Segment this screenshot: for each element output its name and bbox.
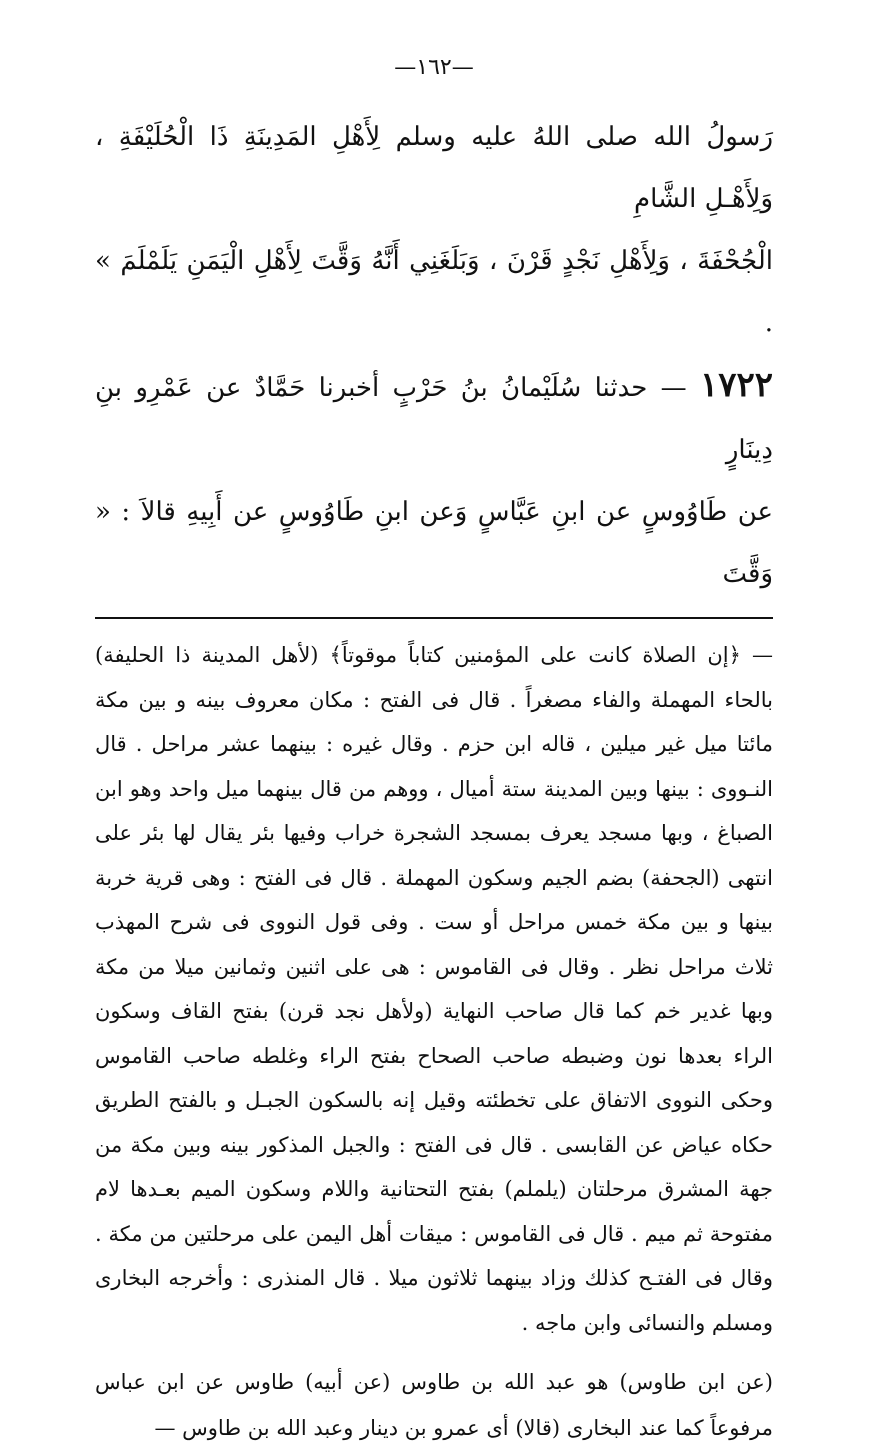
footnote-divider <box>95 617 773 619</box>
hadith-line: رَسولُ الله صلى اللهُ عليه وسلم لِأَهْلِ المَدِينَةِ ذَا الْحُلَيْفَةِ ، وَلِأَهْـلِ الشَّامِ <box>95 122 773 214</box>
hadith-number: ١٧٢٢ <box>699 365 774 405</box>
hadith-text <box>95 106 773 605</box>
hadith-line: الْجُحْفَةَ ، وَلِأَهْلِ نَجْدٍ قَرْنَ ، وَبَلَغَنِي أَنَّهُ وَقَّتَ لِأَهْلِ الْيَمَنِ يَلَمْلَمَ » . <box>95 246 773 338</box>
page-number: —١٦٢— <box>394 55 474 80</box>
hadith-line: عن طَاوُوسٍ عن ابنِ عَبَّاسٍ وَعن ابنِ طَاوُوسٍ عن أَبِيهِ قالاَ : « وَقَّتَ <box>95 497 773 589</box>
commentary-paragraph: (عن ابن طاوس) هو عبد الله بن طاوس (عن أبيه) طاوس عن ابن عباس مرفوعاً كما عند البخارى (قالا) أى عمرو بن دينار وعبد الله بن طاوس — <box>95 1370 773 1440</box>
commentary <box>95 633 773 1451</box>
commentary-paragraph: — ﴿إن الصلاة كانت على المؤمنين كتاباً موقوتاً﴾ (لأهل المدينة ذا الحليفة) بالحاء المهملة والفاء مصغراً . قال فى الفتح : مكان معروف بينه و بين مكة مائتا ميل غير ميلين ، قاله ابن حزم . وقال غيره : بينهما عشر مراحل . قال النـووى : بينها وبين المدينة ستة أميال ، ووهم من قال بينهما ميل واحد وهو ابن الصباغ ، وبها مسجد يعرف بمسجد الشجرة خراب وفيها بئر يقال لها بئر على انتهى (الجحفة) بضم الجيم وسكون المهملة . قال فى الفتح : وهى قرية خربة بينها و بين مكة خمس مراحل أو ست . وفى قول النووى فى شرح المهذب ثلاث مراحل نظر . وقال فى القاموس : هى على اثنين وثمانين ميلا من مكة وبها غدير خم كما قال صاحب النهاية (ولأهل نجد قرن) بفتح القاف وسكون الراء بعدها نون وضبطه صاحب الصحاح بفتح الراء وغلطه صاحب القاموس وحكى النووى الاتفاق على تخطئته وقيل إنه بالسكون الجبـل و بالفتح الطريق حكاه عياض عن القابسى . قال فى الفتح : والجبل المذكور بينه وبين مكة من جهة المشرق مرحلتان (يلملم) بفتح التحتانية واللام وسكون الميم بعـدها لام مفتوحة ثم ميم . قال فى القاموس : ميقات أهل اليمن على مرحلتين من مكة . وقال فى الفتـح كذلك وزاد بينهما ثلاثون ميلا . قال المنذرى : وأخرجه البخارى ومسلم والنسائى وابن ماجه . <box>95 643 773 1335</box>
hadith-line <box>95 354 773 481</box>
hadith-isnad: — حدثنا سُلَيْمانُ بنُ حَرْبٍ أخبرنا حَمَّادٌ عن عَمْرِو بنِ دِينَارٍ <box>95 373 773 465</box>
